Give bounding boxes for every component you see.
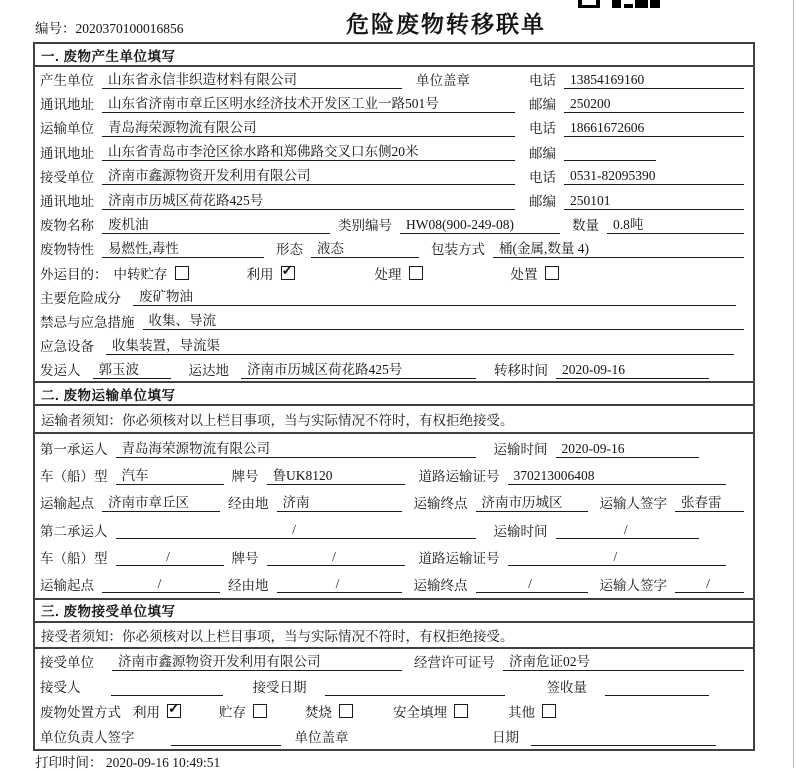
qr-fragment-block	[624, 4, 633, 8]
receiver-zip-value: 250101	[564, 191, 744, 210]
form-table	[33, 42, 755, 751]
route1-end-value: 济南市历城区	[476, 493, 588, 512]
form-label: 形态	[276, 242, 303, 258]
packing-value: 桶(金属,数量 4)	[493, 239, 744, 258]
route2-via-label: 经由地	[228, 577, 269, 593]
recipient-value	[111, 677, 223, 696]
road-permit2-value: /	[508, 547, 727, 566]
purpose-option-disposal	[511, 263, 559, 283]
waste-property-label: 废物特性	[40, 242, 94, 258]
producer-address-value: 山东省济南市章丘区明水经济技术开发区工业一路501号	[102, 94, 515, 113]
row-transport-address	[35, 140, 753, 164]
producer-unit-value: 山东省永信非织造材料有限公司	[102, 70, 402, 89]
receiver-unit-label: 接受单位	[40, 169, 94, 185]
plate2-label: 牌号	[231, 550, 259, 566]
producer-address-label: 通讯地址	[40, 97, 94, 113]
receiver-address-label: 通讯地址	[40, 194, 94, 210]
transport-time2-value: /	[556, 520, 700, 539]
purpose-option-transit-storage	[114, 263, 189, 283]
date-value	[531, 727, 716, 746]
checkbox-disposal-landfill	[454, 704, 468, 718]
shipper-label: 发运人	[40, 363, 81, 379]
page-title: 危险废物转移联单	[346, 11, 546, 37]
route2-via-value: /	[277, 574, 402, 593]
row-producer-unit	[35, 67, 753, 91]
route2-sign-label: 运输人签字	[599, 577, 667, 593]
section3-header: 三. 废物接受单位填写	[35, 598, 753, 623]
receiver-notice	[35, 623, 753, 649]
producer-phone-label: 电话	[529, 73, 556, 89]
unit-seal-label-2: 单位盖章	[294, 730, 349, 746]
disposal-option-label: 利用	[133, 705, 160, 721]
disposal-option-reuse	[133, 701, 181, 721]
row-accept-unit	[35, 649, 753, 674]
row-second-carrier	[35, 516, 753, 543]
row-receiver-unit	[35, 164, 753, 188]
producer-zip-label: 邮编	[529, 97, 556, 113]
row-disposal-method	[35, 699, 753, 724]
row-vehicle-type2	[35, 543, 753, 570]
purpose-option-label: 处置	[510, 266, 538, 282]
serial-label: 编号：	[35, 21, 76, 36]
row-vehicle-type1	[35, 462, 753, 489]
row-waste-property	[35, 236, 753, 260]
accept-unit-label: 接受单位	[40, 655, 94, 671]
row-transfer-purpose	[35, 261, 753, 285]
plate2-value: /	[267, 547, 405, 566]
category-code-label: 类别编号	[338, 218, 392, 234]
transfer-time-value: 2020-09-16	[556, 360, 709, 379]
taboo-measures-value: 收集、导流	[143, 311, 745, 330]
row-receiver-address	[35, 188, 753, 212]
route2-end-value: /	[476, 574, 588, 593]
road-permit2-label: 道路运输证号	[418, 550, 500, 566]
transport-phone-value: 18661672606	[564, 118, 744, 137]
destination-value: 济南市历城区荷花路425号	[241, 360, 476, 379]
road-permit1-value: 370213006408	[508, 466, 727, 485]
route1-start-value: 济南市章丘区	[102, 493, 220, 512]
shipper-value: 郭玉波	[93, 360, 171, 379]
receiver-address-value: 济南市历城区荷花路425号	[102, 191, 515, 210]
row-taboo-measures	[35, 309, 753, 333]
emergency-equipment-label: 应急设备	[40, 339, 94, 355]
quantity-value: 0.8吨	[607, 215, 744, 234]
qr-fragment-block	[635, 0, 648, 8]
first-carrier-value: 青岛海荣源物流有限公司	[116, 439, 476, 458]
disposal-option-storage	[219, 701, 267, 721]
second-carrier-value: /	[116, 520, 476, 539]
route2-start-label: 运输起点	[40, 577, 94, 593]
qr-fragment-outline	[578, 0, 600, 8]
print-time-label: 打印时间：	[35, 755, 103, 770]
qr-code-icon	[578, 0, 660, 9]
taboo-measures-label: 禁忌与应急措施	[40, 314, 135, 330]
row-chief-signature	[35, 724, 753, 749]
transport-zip-label: 邮编	[529, 145, 556, 161]
producer-unit-label: 产生单位	[40, 73, 94, 89]
transport-zip-value	[564, 142, 656, 161]
road-permit1-label: 道路运输证号	[418, 469, 500, 485]
disposal-option-incineration	[305, 701, 353, 721]
receiver-notice-text: 你必须核对以上栏目事项，当与实际情况不符时，有权拒绝接受。	[122, 628, 514, 644]
row-producer-address	[35, 91, 753, 115]
row-emergency-equipment	[35, 333, 753, 357]
section1-header: 一. 废物产生单位填写	[35, 44, 753, 67]
document-header	[0, 0, 796, 42]
transport-time2-label: 运输时间	[493, 523, 548, 539]
checkbox-disposal-reuse	[167, 704, 181, 718]
checkbox-disposal-incineration	[339, 704, 353, 718]
producer-zip-value: 250200	[564, 94, 744, 113]
accept-unit-value: 济南市鑫源物资开发利用有限公司	[112, 652, 402, 671]
receiver-unit-value: 济南市鑫源物资开发利用有限公司	[102, 166, 515, 185]
route1-sign-value: 张春雷	[675, 493, 744, 512]
sign-quantity-value	[605, 677, 709, 696]
disposal-method-label: 废物处置方式	[40, 705, 121, 721]
unit-seal-label: 单位盖章	[416, 73, 470, 89]
row-route1	[35, 489, 753, 516]
section2-header: 二. 废物运输单位填写	[35, 381, 753, 406]
row-transport-unit	[35, 115, 753, 139]
transport-address-value: 山东省青岛市李沧区徐水路和郑佛路交叉口东侧20米	[102, 142, 515, 161]
accept-date-value	[325, 677, 505, 696]
route1-start-label: 运输起点	[40, 496, 94, 512]
date-label: 日期	[492, 730, 519, 746]
transfer-purpose-label: 外运目的：	[40, 266, 108, 282]
receiver-notice-label: 接受者须知：	[41, 628, 122, 644]
route1-via-value: 济南	[277, 493, 402, 512]
row-hazard-component	[35, 285, 753, 309]
qr-fragment-block	[650, 0, 660, 8]
plate1-label: 牌号	[231, 469, 259, 485]
route1-end-label: 运输终点	[413, 496, 468, 512]
recipient-label: 接受人	[40, 680, 81, 696]
purpose-option-label: 处理	[374, 266, 402, 282]
vehicle-type2-value: /	[116, 547, 224, 566]
category-code-value: HW08(900-249-08)	[400, 215, 560, 234]
serial-number: 2020370100016856	[75, 21, 184, 36]
purpose-option-label: 利用	[246, 266, 274, 282]
accept-date-label: 接受日期	[252, 680, 307, 696]
purpose-option-treatment	[375, 263, 423, 283]
transport-address-label: 通讯地址	[40, 145, 94, 161]
transport-time1-value: 2020-09-16	[556, 439, 700, 458]
route2-sign-value: /	[675, 574, 744, 593]
license-value: 济南危证02号	[503, 652, 744, 671]
first-carrier-label: 第一承运人	[40, 442, 108, 458]
purpose-option-reuse	[247, 263, 295, 283]
print-time-line	[35, 751, 220, 771]
row-shipper	[35, 357, 753, 381]
row-first-carrier	[35, 434, 753, 461]
destination-label: 运达地	[188, 363, 229, 379]
sign-quantity-label: 签收量	[546, 680, 587, 696]
vehicle-type1-value: 汽车	[116, 466, 224, 485]
chief-signature-value	[171, 727, 281, 746]
row-route2	[35, 570, 753, 597]
transport-unit-value: 青岛海荣源物流有限公司	[102, 118, 515, 137]
route1-sign-label: 运输人签字	[599, 496, 667, 512]
vehicle-type1-label: 车（船）型	[40, 469, 108, 485]
purpose-option-label: 中转贮存	[113, 266, 168, 282]
transfer-time-label: 转移时间	[494, 363, 548, 379]
disposal-option-label: 安全填埋	[393, 705, 447, 721]
route2-start-value: /	[102, 574, 220, 593]
emergency-equipment-value: 收集装置，导流渠	[106, 336, 734, 355]
disposal-option-label: 贮存	[219, 705, 246, 721]
route1-via-label: 经由地	[228, 496, 269, 512]
serial-number-line	[35, 17, 184, 37]
receiver-phone-label: 电话	[529, 169, 556, 185]
hazard-component-label: 主要危险成分	[40, 290, 121, 306]
transport-unit-label: 运输单位	[40, 121, 94, 137]
disposal-option-other	[508, 701, 556, 721]
second-carrier-label: 第二承运人	[40, 523, 108, 539]
hazard-component-value: 废矿物油	[133, 287, 736, 306]
disposal-option-landfill	[393, 701, 468, 721]
transport-time1-label: 运输时间	[493, 442, 548, 458]
waste-property-value: 易燃性,毒性	[102, 239, 264, 258]
producer-phone-value: 13854169160	[564, 70, 744, 89]
checkbox-reuse	[281, 266, 295, 280]
page-edge-divider	[793, 0, 794, 768]
row-waste-name	[35, 212, 753, 236]
license-label: 经营许可证号	[414, 655, 495, 671]
chief-signature-label: 单位负责人签字	[40, 730, 135, 746]
transport-phone-label: 电话	[529, 121, 556, 137]
qr-fragment-block	[612, 0, 621, 8]
quantity-label: 数量	[572, 218, 599, 234]
waste-name-label: 废物名称	[40, 218, 94, 234]
plate1-value: 鲁UK8120	[267, 466, 405, 485]
checkbox-disposal-storage	[253, 704, 267, 718]
transporter-notice-text: 你必须核对以上栏目事项，当与实际情况不符时，有权拒绝接受。	[122, 413, 514, 429]
disposal-option-label: 焚烧	[305, 705, 332, 721]
transporter-notice	[35, 406, 753, 434]
transporter-notice-label: 运输者须知：	[41, 413, 122, 429]
form-value: 液态	[311, 239, 419, 258]
checkbox-transit-storage	[175, 266, 189, 280]
receiver-zip-label: 邮编	[529, 194, 556, 210]
checkbox-disposal	[545, 266, 559, 280]
route2-end-label: 运输终点	[413, 577, 468, 593]
receiver-phone-value: 0531-82095390	[564, 166, 744, 185]
checkbox-treatment	[409, 266, 423, 280]
row-recipient	[35, 674, 753, 699]
disposal-option-label: 其他	[508, 705, 535, 721]
checkbox-disposal-other	[542, 704, 556, 718]
packing-label: 包装方式	[431, 242, 485, 258]
print-time-value: 2020-09-16 10:49:51	[105, 755, 221, 770]
vehicle-type2-label: 车（船）型	[40, 550, 108, 566]
waste-name-value: 废机油	[102, 215, 330, 234]
